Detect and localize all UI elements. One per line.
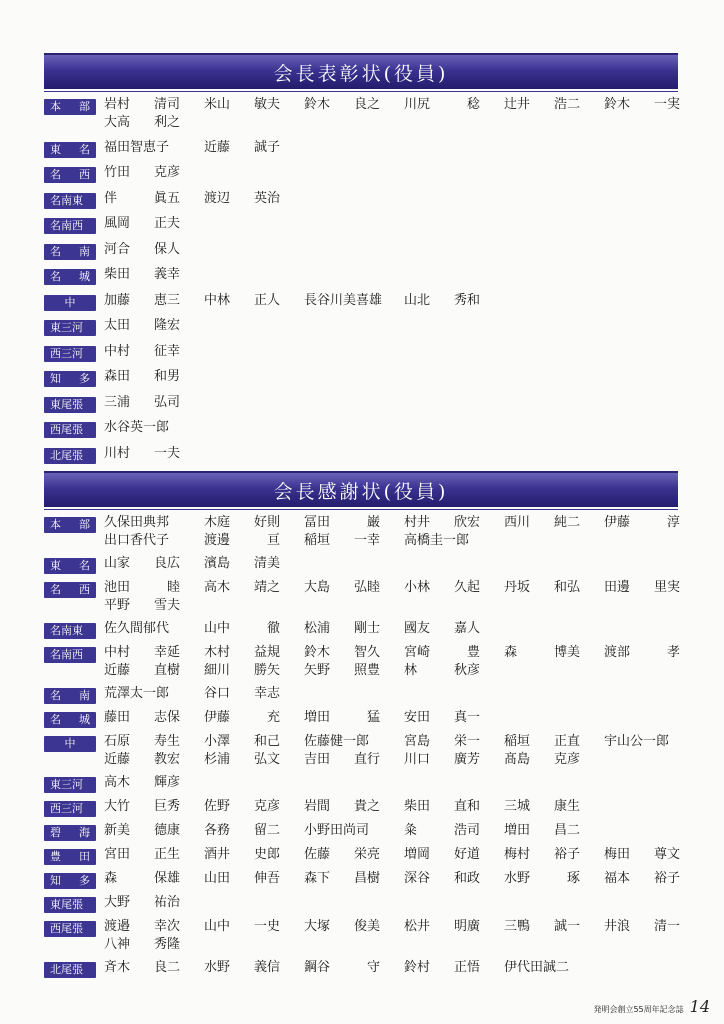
person-name: 松井 明廣 xyxy=(404,919,480,934)
region-badge: 東 名 xyxy=(44,558,96,574)
person-name: 辻井 浩二 xyxy=(504,97,580,112)
person-name: 松浦 剛士 xyxy=(304,621,380,636)
person-name: 荒澤太一郎 xyxy=(104,686,170,701)
region-row xyxy=(44,774,684,793)
person-name: 渡辺 英治 xyxy=(204,190,280,206)
person-name: 石原 寿生 xyxy=(104,734,180,749)
person-name: 三鴨 誠一 xyxy=(504,919,580,934)
person-name: 池田 睦 xyxy=(104,580,180,595)
region-row xyxy=(44,579,684,615)
person-name: 近藤 誠子 xyxy=(204,139,280,155)
person-name: 森下 昌樹 xyxy=(304,871,380,886)
person-name: 河合 保人 xyxy=(104,241,180,257)
region-badge: 北尾張 xyxy=(44,962,96,978)
person-name: 大竹 巨秀 xyxy=(104,799,180,814)
person-name: 國友 嘉人 xyxy=(404,621,480,636)
person-name: 鈴村 正悟 xyxy=(404,960,480,975)
region-badge: 名 西 xyxy=(44,582,96,598)
person-name: 近藤 直樹 xyxy=(104,663,180,678)
region-badge: 名南東 xyxy=(44,623,96,639)
person-name: 竹田 克彦 xyxy=(104,165,180,180)
region-badge: 名南西 xyxy=(44,218,96,234)
region-row xyxy=(44,164,684,183)
person-name: 梅村 裕子 xyxy=(504,847,580,862)
region-row xyxy=(44,959,684,978)
region-row xyxy=(44,709,684,728)
region-badge: 豊 田 xyxy=(44,849,96,865)
person-name: 八神 秀隆 xyxy=(104,937,180,952)
person-name: 西川 純二 xyxy=(504,515,580,530)
person-name: 佐藤 栄亮 xyxy=(304,847,380,862)
person-name: 髙島 克彦 xyxy=(504,752,580,767)
region-badge: 西尾張 xyxy=(44,921,96,937)
person-name: 渡部 孝 xyxy=(604,645,680,660)
region-row xyxy=(44,190,684,209)
person-name: 岩村 清司 xyxy=(104,97,180,112)
thanks-list xyxy=(44,514,684,983)
person-name: 梅田 尊文 xyxy=(604,847,680,862)
person-name: 小澤 和己 xyxy=(204,734,280,749)
region-badge: 本 部 xyxy=(44,517,96,533)
person-name: 大島 弘睦 xyxy=(304,580,380,595)
region-row xyxy=(44,266,684,285)
person-name: 木村 益規 xyxy=(204,645,280,660)
person-name: 水谷英一郎 xyxy=(104,420,170,435)
region-badge: 名 城 xyxy=(44,712,96,728)
person-name: 増岡 好道 xyxy=(404,847,480,862)
region-badge: 本 部 xyxy=(44,99,96,115)
person-name: 大高 利之 xyxy=(104,115,180,130)
region-badge: 北尾張 xyxy=(44,448,96,464)
person-name: 安田 真一 xyxy=(404,710,480,725)
person-name: 吉田 直行 xyxy=(304,752,380,767)
person-name: 山北 秀和 xyxy=(404,292,480,308)
person-name: 柴田 義幸 xyxy=(104,267,180,282)
region-row xyxy=(44,870,684,889)
region-badge: 碧 海 xyxy=(44,825,96,841)
person-name: 太田 隆宏 xyxy=(104,318,180,333)
person-name: 田邊 里実 xyxy=(604,580,680,595)
person-name: 山家 良広 xyxy=(104,556,180,571)
region-row xyxy=(44,644,684,680)
person-name: 中村 幸延 xyxy=(104,645,180,660)
person-name: 山中 一史 xyxy=(204,919,280,934)
person-name: 柴田 直和 xyxy=(404,799,480,814)
region-badge: 名 南 xyxy=(44,244,96,260)
region-row xyxy=(44,918,684,954)
person-name: 森 保雄 xyxy=(104,871,180,886)
person-name: 濱島 清美 xyxy=(204,556,280,571)
person-name: 宮島 栄一 xyxy=(404,734,480,749)
person-name: 大塚 俊美 xyxy=(304,919,380,934)
person-name: 中村 征幸 xyxy=(104,343,180,359)
region-row xyxy=(44,368,684,387)
person-name: 福田智恵子 xyxy=(104,139,170,155)
region-row xyxy=(44,733,684,769)
person-name: 冨田 巌 xyxy=(304,515,380,530)
region-row xyxy=(44,798,684,817)
person-name: 杉浦 弘文 xyxy=(204,752,280,767)
person-name: 森田 和男 xyxy=(104,369,180,384)
person-name: 伊代田誠二 xyxy=(504,960,570,975)
region-badge: 知 多 xyxy=(44,873,96,889)
person-name: 三浦 弘司 xyxy=(104,394,180,410)
section-title-thanks: 会長感謝状(役員) xyxy=(44,471,678,507)
region-badge: 東尾張 xyxy=(44,897,96,913)
region-badge: 東三河 xyxy=(44,320,96,336)
person-name: 出口香代子 xyxy=(104,533,170,548)
page-number: 14 xyxy=(689,997,710,1016)
region-badge: 東 名 xyxy=(44,142,96,158)
person-name: 林 秋彦 xyxy=(404,663,480,678)
person-name: 岩間 貴之 xyxy=(304,799,380,814)
region-badge: 名南西 xyxy=(44,647,96,663)
section-title-award: 会長表彰状(役員) xyxy=(44,53,678,89)
region-badge: 知 多 xyxy=(44,371,96,387)
person-name: 藤田 志保 xyxy=(104,710,180,725)
person-name: 平野 雪夫 xyxy=(104,598,180,613)
person-name: 鋼谷 守 xyxy=(304,960,380,975)
region-row xyxy=(44,846,684,865)
region-row xyxy=(44,292,684,311)
person-name: 稲垣 一幸 xyxy=(304,533,380,548)
person-name: 米山 敏夫 xyxy=(204,97,280,112)
person-name: 斉木 良二 xyxy=(104,960,180,975)
person-name: 丹坂 和弘 xyxy=(504,580,580,595)
person-name: 鈴木 一実 xyxy=(604,97,680,112)
person-name: 小野田尚司 xyxy=(304,823,370,838)
region-row xyxy=(44,215,684,234)
person-name: 伊藤 淳 xyxy=(604,515,680,530)
region-badge: 名南東 xyxy=(44,193,96,209)
region-badge: 東尾張 xyxy=(44,397,96,413)
person-name: 木庭 好則 xyxy=(204,515,280,530)
person-name: 佐野 克彦 xyxy=(204,799,280,814)
person-name: 粂 浩司 xyxy=(404,823,480,838)
region-row xyxy=(44,685,684,704)
person-name: 各務 留二 xyxy=(204,823,280,838)
person-name: 中林 正人 xyxy=(204,292,280,308)
person-name: 深谷 和政 xyxy=(404,871,480,886)
person-name: 村井 欣宏 xyxy=(404,515,480,530)
person-name: 山田 伸吾 xyxy=(204,871,280,886)
person-name: 福本 裕子 xyxy=(604,871,680,886)
person-name: 森 博美 xyxy=(504,645,580,660)
region-row xyxy=(44,514,684,550)
person-name: 高木 輝彦 xyxy=(104,775,180,790)
region-badge: 中 xyxy=(44,295,96,311)
person-name: 小林 久起 xyxy=(404,580,480,595)
footer-title: 発明会創立55周年記念誌 xyxy=(593,1005,684,1014)
person-name: 伴 眞五 xyxy=(104,190,180,206)
person-name: 三城 康生 xyxy=(504,799,580,814)
region-badge: 名 西 xyxy=(44,167,96,183)
region-row xyxy=(44,241,684,260)
person-name: 風岡 正夫 xyxy=(104,216,180,231)
person-name: 水野 琢 xyxy=(504,871,580,886)
region-badge: 東三河 xyxy=(44,777,96,793)
person-name: 川尻 稔 xyxy=(404,97,480,112)
region-row xyxy=(44,139,684,158)
person-name: 宮田 正生 xyxy=(104,847,180,862)
person-name: 山中 徹 xyxy=(204,621,280,636)
person-name: 宮崎 豊 xyxy=(404,645,480,660)
region-badge: 中 xyxy=(44,736,96,752)
page-footer xyxy=(593,997,710,1016)
person-name: 川村 一夫 xyxy=(104,445,180,461)
person-name: 渡邊 亘 xyxy=(204,533,280,548)
person-name: 井浪 清一 xyxy=(604,919,680,934)
person-name: 佐藤健一郎 xyxy=(304,734,370,749)
person-name: 酒井 史郎 xyxy=(204,847,280,862)
region-badge: 名 城 xyxy=(44,269,96,285)
region-badge: 西尾張 xyxy=(44,422,96,438)
region-row xyxy=(44,343,684,362)
region-row xyxy=(44,394,684,413)
person-name: 新美 德康 xyxy=(104,823,180,838)
person-name: 鈴木 良之 xyxy=(304,97,380,112)
person-name: 加藤 恵三 xyxy=(104,292,180,308)
person-name: 長谷川美喜雄 xyxy=(304,292,383,308)
person-name: 近藤 教宏 xyxy=(104,752,180,767)
person-name: 渡邉 幸次 xyxy=(104,919,180,934)
person-name: 稲垣 正直 xyxy=(504,734,580,749)
region-row xyxy=(44,555,684,574)
person-name: 細川 勝矢 xyxy=(204,663,280,678)
person-name: 増田 昌二 xyxy=(504,823,580,838)
region-row xyxy=(44,894,684,913)
region-badge: 名 南 xyxy=(44,688,96,704)
region-row xyxy=(44,445,684,464)
person-name: 久保田典邦 xyxy=(104,515,170,530)
person-name: 佐久間郁代 xyxy=(104,621,170,636)
person-name: 宇山公一郎 xyxy=(604,734,670,749)
person-name: 矢野 照豊 xyxy=(304,663,380,678)
person-name: 高橋圭一郎 xyxy=(404,533,470,548)
region-badge: 西三河 xyxy=(44,801,96,817)
region-row xyxy=(44,419,684,438)
region-row xyxy=(44,317,684,336)
person-name: 川口 廣芳 xyxy=(404,752,480,767)
person-name: 増田 猛 xyxy=(304,710,380,725)
person-name: 伊藤 充 xyxy=(204,710,280,725)
person-name: 谷口 幸志 xyxy=(204,686,280,701)
region-row xyxy=(44,822,684,841)
award-list xyxy=(44,96,684,470)
region-row xyxy=(44,620,684,639)
person-name: 大野 祐治 xyxy=(104,895,180,910)
person-name: 水野 義信 xyxy=(204,960,280,975)
person-name: 高木 靖之 xyxy=(204,580,280,595)
person-name: 鈴木 智久 xyxy=(304,645,380,660)
region-row xyxy=(44,96,684,132)
region-badge: 西三河 xyxy=(44,346,96,362)
